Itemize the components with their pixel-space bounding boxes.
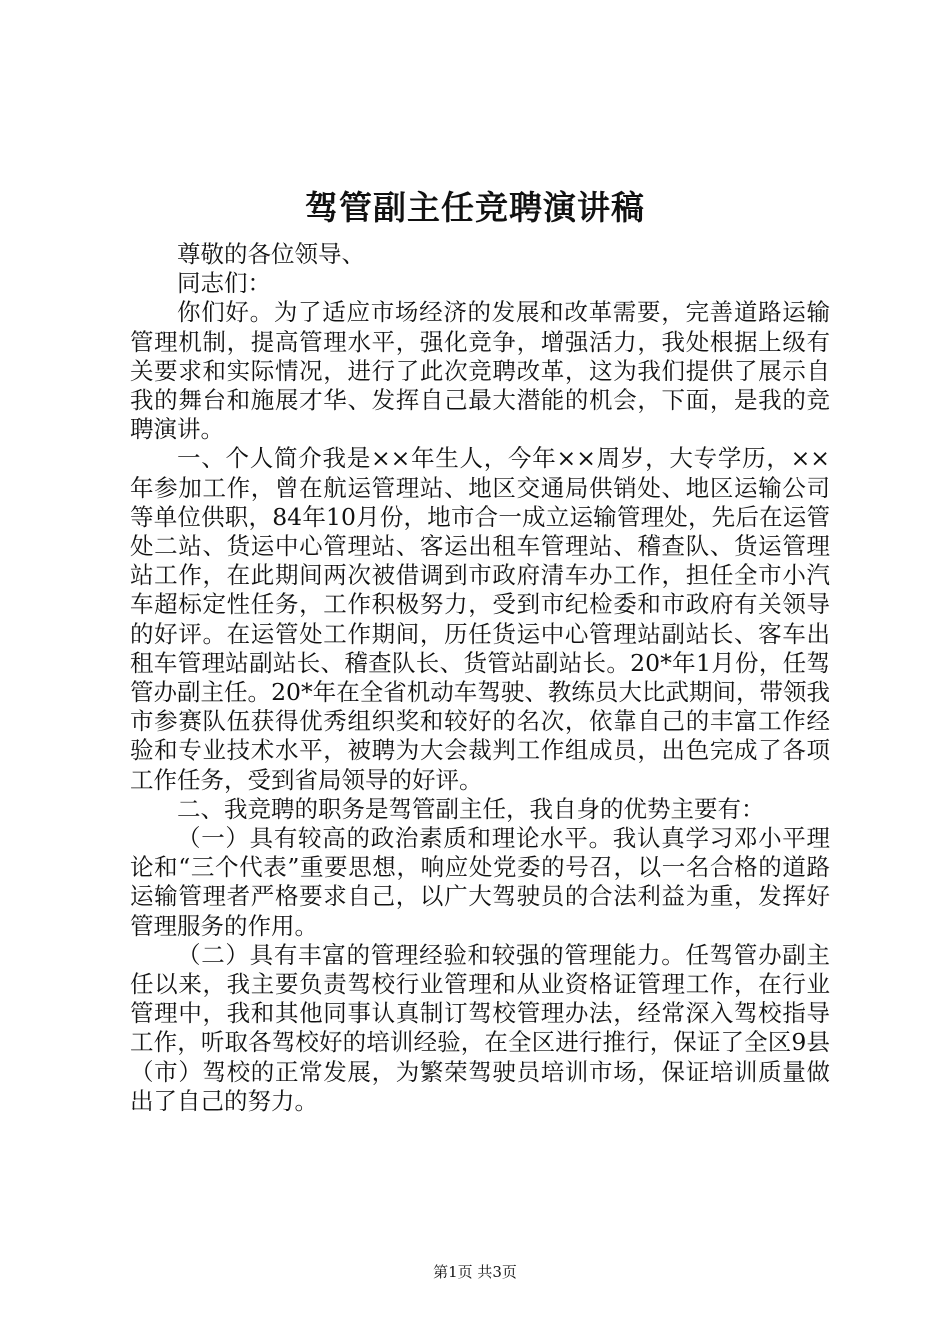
personal-profile-paragraph: 一、个人简介我是××年生人，今年××周岁，大专学历，××年参加工作，曾在航运管理站、地区交通局供销处、地区运输公司等单位供职，84年10月份，地市合一成立运输管理处，先后在运管处二站、货运中心管理站、客运出租车管理站、稽查队、货运管理站工作，在此期间两次被借调到市政府清车办工作，担任全市小汽车超标定性任务，工作积极努力，受到市纪检委和市政府有关领导的好评。在运管处工作期间，历任货运中心管理站副站长、客车出租车管理站副站长、稽查队长、货管站副站长。20*年1月份，任驾管办副主任。20*年在全省机动车驾驶、教练员大比武期间，带领我市参赛队伍获得优秀组织奖和较好的名次，依靠自己的丰富工作经验和专业技术水平，被聘为大会裁判工作组成员，出色完成了各项工作任务，受到省局领导的好评。 (130, 444, 830, 794)
position-strengths-heading: 二、我竞聘的职务是驾管副主任，我自身的优势主要有： (177, 794, 765, 823)
document-title: 驾管副主任竞聘演讲稿 (305, 188, 645, 227)
document-body (130, 240, 830, 1116)
salutation-line-2: 同志们： (177, 269, 271, 298)
strength-management-paragraph: （二）具有丰富的管理经验和较强的管理能力。任驾管办副主任以来，我主要负责驾校行业管理和从业资格证管理工作，在行业管理中，我和其他同事认真制订驾校管理办法，经常深入驾校指导工作，听取各驾校好的培训经验，在全区进行推行，保证了全区9县（市）驾校的正常发展，为繁荣驾驶员培训市场，保证培训质量做出了自己的努力。 (130, 940, 830, 1115)
strength-political-paragraph: （一）具有较高的政治素质和理论水平。我认真学习邓小平理论和“三个代表”重要思想，响应处党委的号召，以一名合格的道路运输管理者严格要求自己，以广大驾驶员的合法利益为重，发挥好管理服务的作用。 (130, 824, 830, 940)
salutation-line-1: 尊敬的各位领导、 (177, 240, 365, 268)
opening-paragraph: 你们好。为了适应市场经济的发展和改革需要，完善道路运输管理机制，提高管理水平，强化竞争，增强活力，我处根据上级有关要求和实际情况，进行了此次竞聘改革，这为我们提供了展示自我的舞台和施展才华、发挥自己最大潜能的机会，下面，是我的竞聘演讲。 (130, 298, 830, 444)
page-footer: 第1页 共3页 (433, 1263, 517, 1281)
